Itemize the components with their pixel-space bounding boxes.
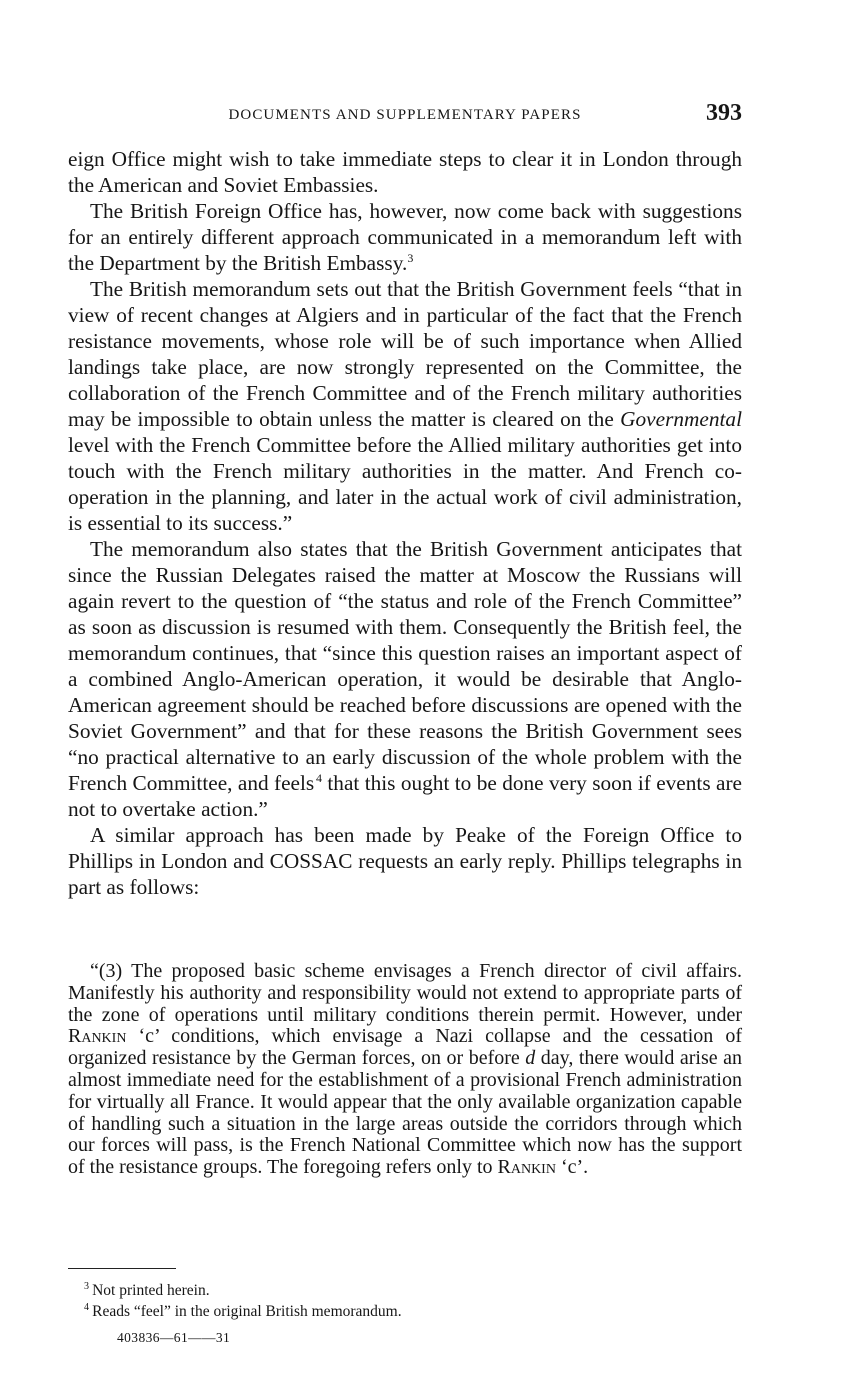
footnote-4 xyxy=(84,1301,744,1322)
paragraph-4-text-b: that this ought to be done very soon if events are not to overtake action.” xyxy=(68,771,742,821)
block-quote xyxy=(68,961,742,1179)
rankin-term: Rankin xyxy=(68,1025,127,1048)
header-title: DOCUMENTS AND SUPPLEMENTARY PAPERS xyxy=(228,107,582,123)
footnote-divider xyxy=(68,1268,176,1269)
paragraph-4 xyxy=(68,536,742,822)
footnote-ref-4: 4 xyxy=(316,770,322,785)
rankin-term-2: Rankin xyxy=(497,1156,556,1179)
paragraph-1 xyxy=(68,146,742,198)
paragraph-3-text-a: The British memorandum sets out that the British Government feels “that in view of recent changes at Algiers and in particular of the fact that the French resistance movements, whose role will be of such importance when Allied landings take place, are now strongly represented on the Committee, the collaboration of the French Committee and of the French military authorities may be impossible to obtain unless the matter is cleared on the xyxy=(68,277,742,431)
footnote-4-number: 4 xyxy=(84,1301,89,1313)
paragraph-4-text-a: The memorandum also states that the British Government anticipates that since the Russian Delegates raised the matter at Moscow the Russians will again revert to the question of “the status and role of the French Committee” as soon as discussion is resumed with them. Consequently the British feel, the memorandum continues, that “since this question raises an important aspect of a combined Anglo-American operation, it would be desirable that Anglo-American agreement should be reached before discussions are opened with the Soviet Government” and that for these reasons the British Government sees “no practical alternative to an early discussion of the whole problem with the French Committee, and feels xyxy=(68,537,742,795)
footnote-3 xyxy=(84,1280,744,1301)
footnotes xyxy=(84,1280,744,1322)
quote-text-4: ‘c’. xyxy=(555,1156,589,1179)
paragraph-5-text: A similar approach has been made by Peake of the Foreign Office to Phillips in London and COSSAC requests an early reply. Phillips telegraphs in part as follows: xyxy=(68,823,742,899)
quote-text-2: ‘c’ conditions, which envisage a Nazi collapse and the cessation of organized resistance by the German forces, on or before xyxy=(68,1025,742,1070)
paragraph-2 xyxy=(68,198,742,276)
d-day-term: d xyxy=(525,1047,536,1070)
page-number: 393 xyxy=(706,100,742,126)
quote-text-3: day, there would arise an almost immediate need for the establishment of a provisional French administration for virtually all France. It would appear that the only available organization capable of handling such a situation in the large areas outside the corridors through which our forces will pass, is the French National Committee which now has the support of the resistance groups. The foregoing refers only to xyxy=(68,1047,742,1179)
footnote-3-text: Not printed herein. xyxy=(92,1282,210,1299)
paragraph-5 xyxy=(68,822,742,900)
footnote-4-text: Reads “feel” in the original British memorandum. xyxy=(92,1303,402,1320)
body-text xyxy=(68,146,742,900)
paragraph-3-text-b: level with the French Committee before the Allied military authorities get into touch with the French military authorities in the matter. And French co-operation in the planning, and later in the actual work of civil administration, is essential to its success.” xyxy=(68,433,742,535)
paragraph-3 xyxy=(68,276,742,536)
paragraph-2-text: The British Foreign Office has, however, now come back with suggestions for an entirely different approach communicated in a memorandum left with the Department by the British Embassy. xyxy=(68,199,742,275)
quote-text-1: “(3) The proposed basic scheme envisages a French director of civil affairs. Manifestly his authority and responsibility would not extend to appropriate parts of the zone of operations until military conditions therein permit. However, under xyxy=(68,960,742,1026)
quote-paragraph xyxy=(68,961,742,1179)
paragraph-1-text: eign Office might wish to take immediate steps to clear it in London through the American and Soviet Embassies. xyxy=(68,147,742,197)
printer-code: 403836—61——31 xyxy=(117,1330,231,1345)
running-header xyxy=(68,100,742,132)
footnote-ref-3: 3 xyxy=(407,250,414,265)
footnote-3-number: 3 xyxy=(84,1280,89,1292)
emphasis-governmental: Governmental xyxy=(620,407,742,431)
